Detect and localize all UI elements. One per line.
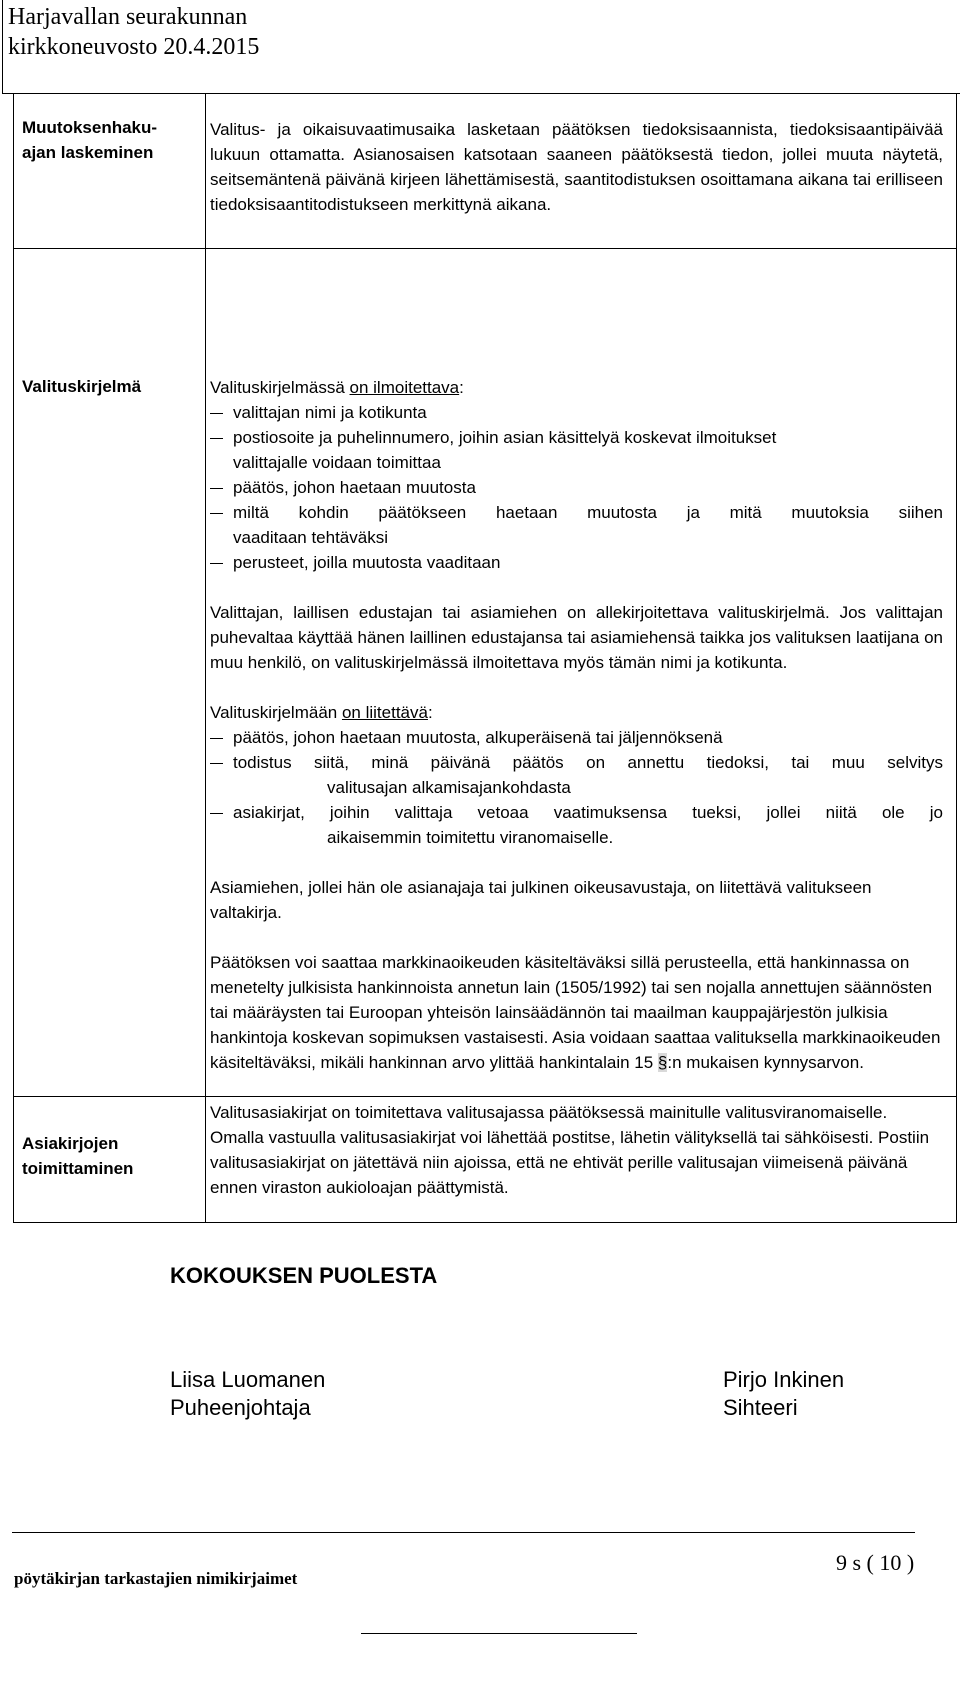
label-valituskirjelma: Valituskirjelmä [22, 377, 142, 396]
text-valituskirjelma [210, 375, 943, 1075]
initials-line [361, 1633, 637, 1634]
list-item: päätös, johon haetaan muutosta [210, 475, 943, 500]
text-asiakirjojen [210, 1100, 943, 1200]
signature-left [170, 1366, 325, 1422]
signature-right [723, 1366, 844, 1422]
asiakirjojen-paragraph: Valitusasiakirjat on toimitettava valitusajassa päätöksessä mainitulle valitusviranomaiselle. Omalla vastuulla valitusasiakirjat voi lähettää postitse, lähetin välityksellä tai sähköisesti. Postiin valitusasiakirjat on jätettävä niin ajoissa, että ne ehtivät perille valitusajan viimeisenä päivänä ennen viraston aukioloajan päättymistä. [210, 1103, 930, 1197]
list-item-cont: valittajalle voidaan toimittaa [233, 453, 441, 472]
header-title-line2: kirkkoneuvosto 20.4.2015 [8, 34, 260, 60]
valituskirjelma-intro: Valituskirjelmässä on ilmoitettava: [210, 378, 464, 397]
chair-name: Liisa Luomanen [170, 1367, 326, 1392]
attachments-intro: Valituskirjelmään on liitettävä: [210, 703, 433, 722]
row-muutoksenhaku [14, 94, 956, 249]
document-header [8, 2, 259, 62]
list-item: postiosoite ja puhelinnumero, joihin asian käsittelyä koskevat ilmoitukset [210, 425, 943, 450]
attachment-item: asiakirjat, joihin valittaja vetoaa vaatimuksensa tueksi, jollei niitä ole jo [210, 800, 943, 825]
list-item: valittajan nimi ja kotikunta [210, 400, 943, 425]
muutoksenhaku-paragraph: Valitus- ja oikaisuvaatimusaika lasketaan päätöksen tiedoksisaannista, tiedoksisaantipäivää lukuun ottamatta. Asianosaisen katsotaan saaneen päätöksestä tiedon, jollei muuta näytetä, seitsemäntenä päivänä kirjeen lähettämisestä, saantitodistuksen osoittamana aikana tai erilliseen tiedoksisaantitodistukseen merkittynä aikana. [210, 120, 943, 214]
appeal-instructions-table [13, 94, 957, 1223]
text-muutoksenhaku [210, 117, 943, 217]
signing-paragraph: Valittajan, laillisen edustajan tai asiamiehen on allekirjoitettava valituskirjelmä. Jos valittajan puhevaltaa käyttää hänen laillinen edustajansa tai asiamiehensä taikka jos valituksen laatijana on muu henkilö, on valituskirjelmässä ilmoitettava myös tämän nimi ja kotikunta. [210, 603, 943, 672]
footer-rule [12, 1532, 915, 1533]
list-item: miltä kohdin päätökseen haetaan muutosta ja mitä muutoksia siihen [210, 500, 943, 525]
attachment-item-cont: valitusajan alkamisajankohdasta [327, 778, 571, 797]
row-asiakirjojen [14, 1097, 956, 1223]
label-asiakirjojen: Asiakirjojen toimittaminen [22, 1134, 134, 1178]
signature-heading: KOKOUKSEN PUOLESTA [170, 1263, 438, 1288]
proxy-paragraph: Asiamiehen, jollei hän ole asianajaja tai julkinen oikeusavustaja, on liitettävä valitukseen valtakirja. [210, 878, 872, 922]
attachment-item-cont: aikaisemmin toimitettu viranomaiselle. [327, 828, 614, 847]
chair-title: Puheenjohtaja [170, 1395, 311, 1420]
list-item-cont: vaaditaan tehtäväksi [233, 528, 388, 547]
attachment-item: todistus siitä, minä päivänä päätös on annettu tiedoksi, tai muu selvitys [210, 750, 943, 775]
secretary-title: Sihteeri [723, 1395, 798, 1420]
market-court-paragraph: Päätöksen voi saattaa markkinaoikeuden käsiteltäväksi sillä perusteella, että hankinnassa on menetelty julkisista hankinnoista annetun lain (1505/1992) tai sen nojalla annettujen säännösten tai määräysten tai Euroopan yhteisön lainsäädännön tai maailman kauppajärjestön julkisia hankintoja koskevan sopimuksen vastaisesti. Asia voidaan saattaa valituksella markkinaoikeuden käsiteltäväksi, mikäli hankinnan arvo ylittää hankintalain 15 §:n mukaisen kynnysarvon. [210, 953, 941, 1072]
section-sign: § [657, 1053, 668, 1072]
inspectors-initials-label: pöytäkirjan tarkastajien nimikirjaimet [14, 1569, 298, 1588]
row-valituskirjelma [14, 249, 956, 1097]
page-number: 9 s ( 10 ) [836, 1550, 915, 1575]
list-item: perusteet, joilla muutosta vaaditaan [210, 550, 943, 575]
label-muutoksenhaku: Muutoksenhaku- ajan laskeminen [22, 118, 158, 162]
secretary-name: Pirjo Inkinen [723, 1367, 845, 1392]
header-title-line1: Harjavallan seurakunnan [8, 4, 248, 30]
attachment-item: päätös, johon haetaan muutosta, alkuperäisenä tai jäljennöksenä [210, 725, 943, 750]
